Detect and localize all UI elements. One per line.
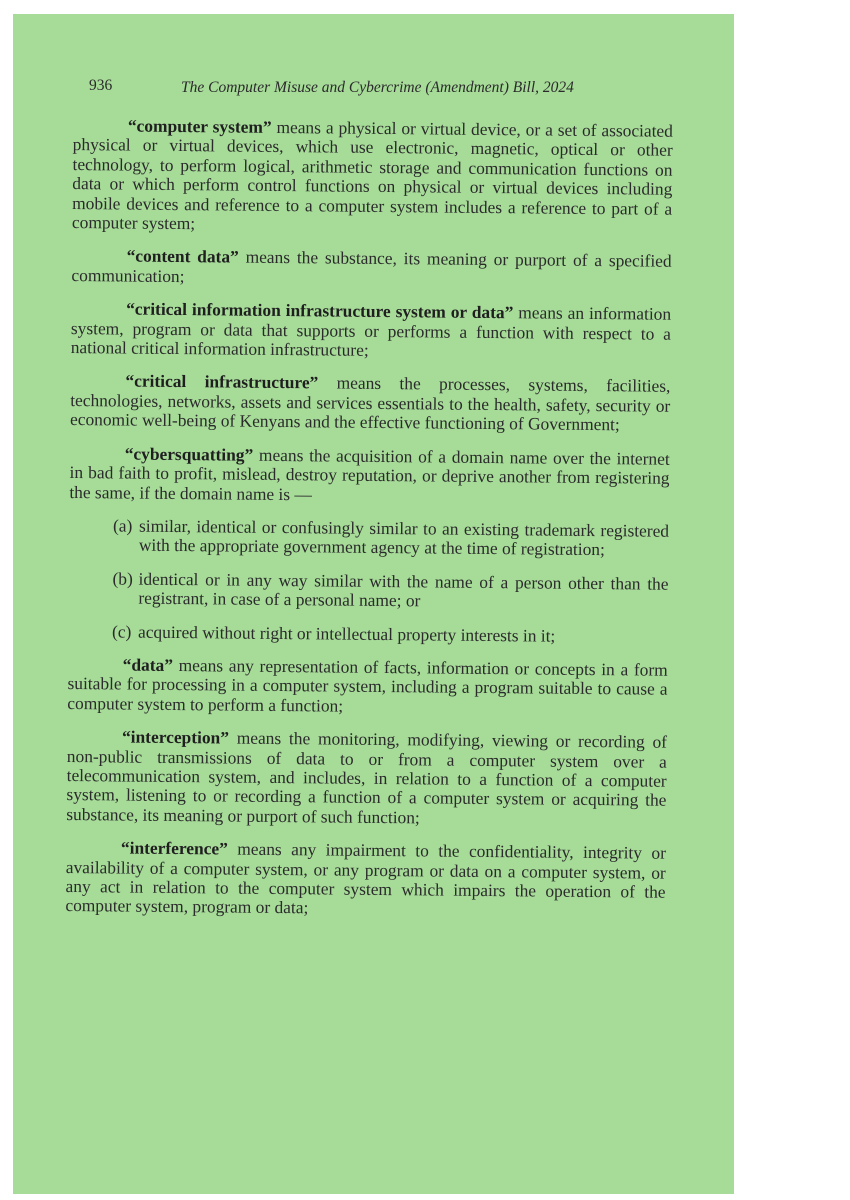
definition-term: “critical infrastructure” bbox=[125, 370, 319, 393]
definition-text: means the processes, systems, facilities, technologies, networks, assets and services essentials to the health, safety, security or economic well-being of Kenyans and the effective functioning of Government; bbox=[69, 372, 671, 435]
definition-term: “interference” bbox=[120, 837, 228, 859]
definition-text: means the substance, its meaning or purport of a specified communication; bbox=[71, 247, 672, 286]
page-number: 936 bbox=[89, 77, 113, 94]
definition-term: “data” bbox=[122, 654, 174, 675]
running-title: The Computer Misuse and Cybercrime (Amendment) Bill, 2024 bbox=[181, 79, 574, 96]
definition-text: means the monitoring, modifying, viewing or recording of non-public transmissions of data to or from a computer system over a telecommunication system, and includes, in relation to a function of a computer system, listening to or recording a function of a computer system or acquiring the substance, its meaning or purport of such function; bbox=[66, 727, 668, 828]
list-item-text: acquired without right or intellectual property interests in it; bbox=[137, 621, 556, 646]
list-item-label: (c) bbox=[111, 620, 132, 642]
definition-interception bbox=[66, 727, 667, 830]
definition-term: “content data” bbox=[126, 245, 239, 268]
definition-interference bbox=[65, 838, 666, 921]
definition-text: means the acquisition of a domain name over the internet in bad faith to profit, mislead, destroy reputation, or deprive another from registering the same, if the domain name is — bbox=[69, 444, 670, 504]
list-item bbox=[68, 622, 668, 647]
list-item-text: similar, identical or confusingly similar to an existing trademark registered with the appropriate government agency at the time of registration; bbox=[138, 515, 670, 560]
definition-text: means any impairment to the confidentiality, integrity or availability of a computer system, or any program or data on a computer system, or any act in relation to the computer system which impairs the operation of the computer system, program or data; bbox=[65, 838, 667, 918]
definition-critical-information-infrastructure bbox=[71, 299, 672, 363]
page-header bbox=[89, 77, 689, 101]
definition-text: means an information system, program or data that supports or performs a function with respect to a national critical information infrastructure; bbox=[70, 302, 672, 360]
cybersquatting-conditions-list bbox=[68, 516, 669, 647]
list-item-label: (b) bbox=[112, 568, 133, 589]
definition-term: “critical information infrastructure system or data” bbox=[126, 298, 514, 323]
definition-computer-system bbox=[72, 116, 673, 238]
list-item-label: (a) bbox=[112, 515, 133, 536]
definition-cybersquatting bbox=[69, 444, 670, 508]
definition-term: “cybersquatting” bbox=[124, 443, 254, 465]
definition-content-data bbox=[71, 246, 671, 291]
list-item-text: identical or in any way similar with the name of a person other than the registrant, in case of a personal name; or bbox=[138, 568, 669, 611]
definition-term: “computer system” bbox=[127, 115, 272, 137]
definition-term: “interception” bbox=[121, 726, 230, 748]
definition-text: means any representation of facts, information or concepts in a form suitable for processing in a computer system, including a program suitable to cause a computer system to perform a function; bbox=[67, 654, 668, 716]
definition-critical-infrastructure bbox=[70, 371, 671, 435]
document-page bbox=[13, 14, 734, 1194]
definition-text: means a physical or virtual device, or a set of associated physical or virtual devices, which use electronic, magnetic, optical or other technology, to perform logical, arithmetic storage and communication functions on data or which perform control functions on physical or virtual devices including mobile devices and reference to a computer system includes a reference to part of a computer system; bbox=[71, 116, 673, 234]
definition-data bbox=[67, 655, 668, 719]
list-item bbox=[68, 569, 668, 614]
document-body bbox=[65, 116, 673, 936]
list-item bbox=[69, 516, 669, 561]
